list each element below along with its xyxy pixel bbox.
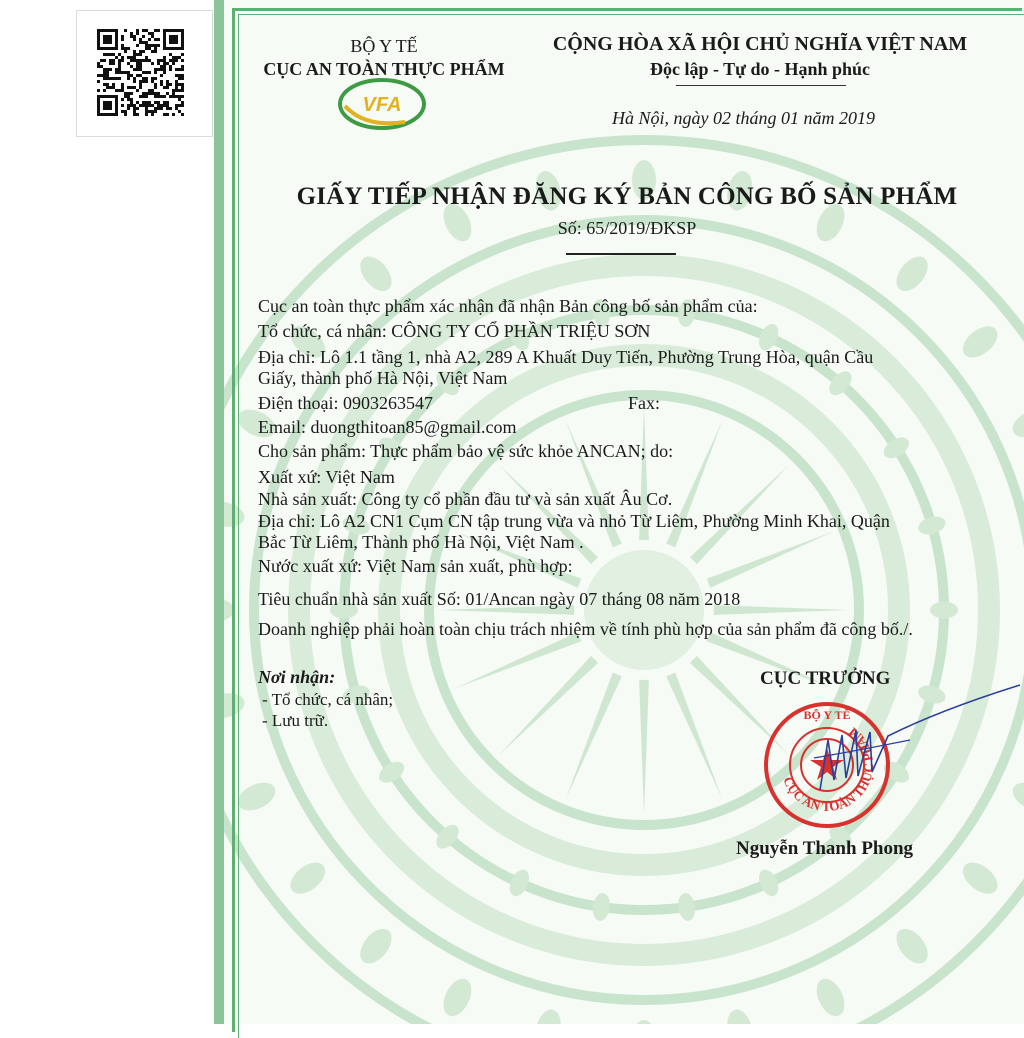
stamp-top-text: BỘ Y TẾ [803, 708, 851, 722]
signer-name: Nguyễn Thanh Phong [736, 838, 914, 859]
place-date: Hà Nội, ngày 02 tháng 01 năm 2019 [612, 108, 875, 128]
responsibility-line: Doanh nghiệp phải hoàn toàn chịu trách nhiệm về tính phù hợp của sản phẩm đã công bố./. [258, 619, 913, 639]
address-line-2: Giấy, thành phố Hà Nội, Việt Nam [258, 368, 508, 388]
page-edge-strip [214, 0, 224, 1024]
country-name: CỘNG HÒA XÃ HỘI CHỦ NGHĨA VIỆT NAM [552, 33, 968, 55]
motto-underline [676, 85, 846, 86]
recipient-item: - Tổ chức, cá nhân; [262, 690, 394, 709]
manufacturer-line: Nhà sản xuất: Công ty cổ phần đầu tư và sản xuất Âu Cơ. [258, 489, 673, 509]
qr-code-icon [97, 29, 189, 119]
document-number: Số: 65/2019/ĐKSP [557, 218, 697, 238]
signer-title: CỤC TRƯỞNG [760, 668, 891, 689]
title-underline [566, 253, 676, 255]
fax-line: Fax: [628, 393, 661, 413]
recipients-heading: Nơi nhận: [258, 667, 336, 687]
intro-line: Cục an toàn thực phẩm xác nhận đã nhận Bản công bố sản phẩm của: [258, 296, 758, 316]
organization-line: Tổ chức, cá nhân: CÔNG TY CỔ PHẦN TRIỆU SƠN [258, 321, 651, 341]
vfa-logo-icon [335, 76, 430, 132]
department-name: CỤC AN TOÀN THỰC PHẨM [263, 59, 505, 79]
vfa-logo-text: VFA [362, 94, 402, 116]
product-line: Cho sản phẩm: Thực phẩm bảo vệ sức khỏe ANCAN; do: [258, 441, 674, 461]
country-of-origin-line: Nước xuất xứ: Việt Nam sản xuất, phù hợp: [258, 556, 573, 576]
document-title: GIẤY TIẾP NHẬN ĐĂNG KÝ BẢN CÔNG BỐ SẢN PHẨM [296, 183, 958, 210]
ministry-name: BỘ Y TẾ [350, 36, 418, 56]
manufacturer-address-line-1: Địa chỉ: Lô A2 CN1 Cụm CN tập trung vừa và nhỏ Từ Liêm, Phường Minh Khai, Quận [258, 511, 890, 531]
email-line: Email: duongthitoan85@gmail.com [258, 417, 517, 437]
stamp-ring-text: CỤC AN TOÀN THỰC PHẨM [780, 724, 877, 815]
phone-line: Điện thoại: 0903263547 [258, 393, 433, 413]
handwritten-signature [800, 680, 1022, 810]
recipient-item: - Lưu trữ. [262, 711, 329, 730]
origin-line: Xuất xứ: Việt Nam [258, 467, 395, 487]
manufacturer-address-line-2: Bắc Từ Liêm, Thành phố Hà Nội, Việt Nam . [258, 532, 584, 552]
national-motto: Độc lập - Tự do - Hạnh phúc [649, 59, 871, 79]
qr-code-panel [76, 10, 213, 137]
address-line-1: Địa chỉ: Lô 1.1 tầng 1, nhà A2, 289 A Khuất Duy Tiến, Phường Trung Hòa, quận Cầu [258, 347, 874, 367]
standard-line: Tiêu chuẩn nhà sản xuất Số: 01/Ancan ngày 07 tháng 08 năm 2018 [258, 589, 741, 609]
